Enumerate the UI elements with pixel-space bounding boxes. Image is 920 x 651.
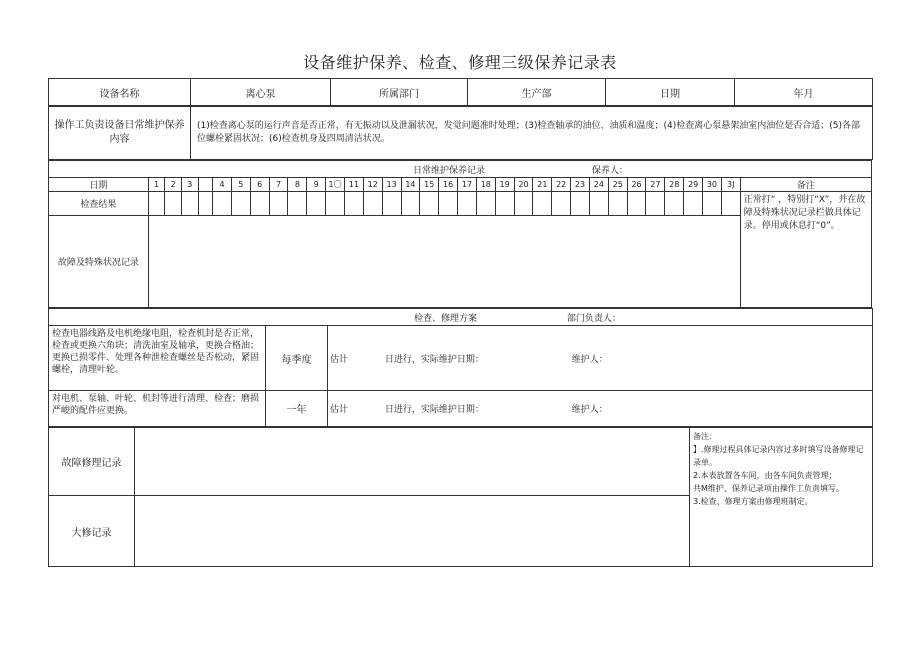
check-cell[interactable] xyxy=(589,192,608,216)
plan-period-quarterly: 每季度 xyxy=(266,326,328,391)
day-cell: 8 xyxy=(288,178,307,192)
check-cell[interactable] xyxy=(198,192,212,216)
check-cell[interactable] xyxy=(684,192,703,216)
day-cell: 3J xyxy=(721,178,740,192)
equipment-name-label: 设备名称 xyxy=(49,79,191,106)
maintainer-label: 保养人： xyxy=(591,165,628,176)
day-cell: 16 xyxy=(439,178,458,192)
check-cell[interactable] xyxy=(401,192,420,216)
day-cell xyxy=(198,178,212,192)
check-cell[interactable] xyxy=(533,192,552,216)
check-result-label: 检查结果 xyxy=(49,192,149,216)
day-cell: 28 xyxy=(665,178,684,192)
record-sheet xyxy=(48,78,872,570)
day-cell: 25 xyxy=(608,178,627,192)
check-cell[interactable] xyxy=(382,192,401,216)
date-row xyxy=(49,178,872,192)
duty-label: 操作工负责设备日常维护保养内容 xyxy=(49,107,191,160)
note-item: 2.本表放置各车间，由各车间负责管理； xyxy=(693,471,837,480)
check-cell[interactable] xyxy=(608,192,627,216)
day-cell: 22 xyxy=(552,178,571,192)
page-title: 设备维护保养、检查、修理三级保养记录表 xyxy=(303,53,617,72)
plan-header-cell xyxy=(49,309,873,326)
fault-repair-area[interactable] xyxy=(135,428,690,496)
fault-repair-label: 故障修理记录 xyxy=(49,428,135,496)
repair-plan-table xyxy=(48,308,873,427)
day-cell: 6 xyxy=(250,178,269,192)
note-item: 】.修理过程具体记录内容过多时填写设备修理记录单。 xyxy=(693,445,864,467)
daily-header-cell xyxy=(49,161,872,178)
check-cell[interactable] xyxy=(420,192,439,216)
note-item: 3.检查、修理方案由修理班制定。 xyxy=(693,497,813,506)
check-cell[interactable] xyxy=(213,192,232,216)
estimate-label: 估计 xyxy=(330,405,349,415)
plan-item-yearly: 对电机、泵轴、叶轮、机封等进行清理、检查；磨损严峻的配件应更换。 xyxy=(49,391,266,427)
progress-label: 日进行，实际维护日期： xyxy=(384,405,484,415)
duty-table xyxy=(48,106,873,160)
day-cell: 3 xyxy=(182,178,199,192)
check-cell[interactable] xyxy=(165,192,182,216)
overhaul-area[interactable] xyxy=(135,496,690,567)
estimate-label: 估计 xyxy=(330,354,349,365)
day-cell: 15 xyxy=(420,178,439,192)
check-cell[interactable] xyxy=(476,192,495,216)
day-cell: 19 xyxy=(495,178,514,192)
check-cell[interactable] xyxy=(646,192,665,216)
plan-item-quarterly: 检查电器线路及电机绝缘电阻，检查机封是否正常，检查或更换六角块；清洗油室及轴承，更换合格油；更换已损零件、处理各种泄检查螺丝是否松动，紧固螺栓，清理叶轮。 xyxy=(49,326,266,391)
notes-title: 备注： xyxy=(693,432,717,441)
daily-maintenance-table xyxy=(48,160,872,308)
check-cell[interactable] xyxy=(703,192,722,216)
equipment-name-value: 离心泵 xyxy=(191,79,331,106)
day-cell: 4 xyxy=(213,178,232,192)
remark-label: 备注 xyxy=(740,178,871,192)
daily-remark-text: 正常打“ ，特别打“X”，并在故障及特殊状况记录栏做具体记录。停用或休息打“0”。 xyxy=(740,192,871,308)
check-cell[interactable] xyxy=(288,192,307,216)
day-cell: 1 xyxy=(148,178,165,192)
day-cell: 26 xyxy=(627,178,646,192)
check-cell[interactable] xyxy=(495,192,514,216)
check-cell[interactable] xyxy=(344,192,363,216)
day-cell: 21 xyxy=(533,178,552,192)
check-cell[interactable] xyxy=(307,192,326,216)
check-cell[interactable] xyxy=(627,192,646,216)
day-cell: 7 xyxy=(269,178,288,192)
duty-content: (1)检查离心泵的运行声音是否正常，有无振动以及泄漏状况，发觉问题准时处理；(3)检查轴承的油位、油质和温度；(4)检查离心泵悬架油室内油位是否合适；(5)各部位螺栓紧固状况；(6)检查机身及四周清洁状况。 xyxy=(191,107,873,160)
check-cell[interactable] xyxy=(514,192,533,216)
day-cell: 5 xyxy=(231,178,250,192)
check-cell[interactable] xyxy=(439,192,458,216)
day-cell: 9 xyxy=(307,178,326,192)
check-cell[interactable] xyxy=(552,192,571,216)
date-row-label: 日期 xyxy=(49,178,149,192)
day-cell: 13 xyxy=(382,178,401,192)
overhaul-label: 大修记录 xyxy=(49,496,135,567)
maintainer-signature-label: 维护人： xyxy=(571,405,608,415)
daily-header: 日常维护保养记录 xyxy=(412,165,485,176)
note-item: 共M维护、保养记录项由操作工负责填写。 xyxy=(693,484,844,493)
day-cell: 12 xyxy=(363,178,382,192)
repair-records-table xyxy=(48,427,873,567)
day-cell: 2 xyxy=(165,178,182,192)
check-cell[interactable] xyxy=(665,192,684,216)
date-label: 日期 xyxy=(606,79,735,106)
department-label: 所属部门 xyxy=(331,79,468,106)
equipment-info-table xyxy=(48,78,873,106)
check-cell[interactable] xyxy=(231,192,250,216)
check-cell[interactable] xyxy=(721,192,740,216)
day-cell: 14 xyxy=(401,178,420,192)
fault-record-area[interactable] xyxy=(148,216,740,308)
check-cell[interactable] xyxy=(458,192,477,216)
check-cell[interactable] xyxy=(326,192,345,216)
day-cell: 29 xyxy=(684,178,703,192)
day-cell: 24 xyxy=(589,178,608,192)
day-cell: 20 xyxy=(514,178,533,192)
day-cell: 18 xyxy=(476,178,495,192)
check-cell[interactable] xyxy=(269,192,288,216)
department-value: 生产部 xyxy=(468,79,606,106)
maintainer-signature-label: 维护人： xyxy=(571,354,608,365)
check-cell[interactable] xyxy=(182,192,199,216)
check-cell[interactable] xyxy=(250,192,269,216)
progress-label: 日进行，实际维护日期： xyxy=(384,354,484,365)
day-cell: 17 xyxy=(458,178,477,192)
day-cell: 30 xyxy=(703,178,722,192)
check-cell[interactable] xyxy=(148,192,165,216)
day-cell: 1〇 xyxy=(326,178,345,192)
dept-manager-label: 部门负责人： xyxy=(566,313,621,324)
fault-record-label: 故障及特殊状况记录 xyxy=(49,216,149,308)
day-cell: 27 xyxy=(646,178,665,192)
year-month: 年月 xyxy=(735,79,873,106)
notes-cell xyxy=(690,428,873,567)
day-cell: 23 xyxy=(571,178,590,192)
plan-schedule-quarterly xyxy=(328,326,873,391)
plan-schedule-yearly xyxy=(328,391,873,427)
check-cell[interactable] xyxy=(571,192,590,216)
plan-period-yearly: 一年 xyxy=(266,391,328,427)
plan-header: 检查、修理方案 xyxy=(413,313,477,324)
day-cell: 11 xyxy=(344,178,363,192)
check-cell[interactable] xyxy=(363,192,382,216)
